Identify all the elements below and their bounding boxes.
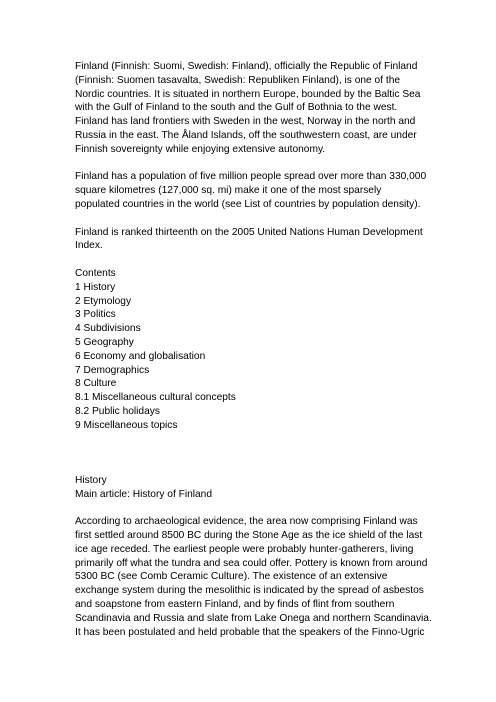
text-line: Index. — [75, 240, 103, 252]
contents-item: 8 Culture — [75, 378, 117, 390]
text-line: According to archaeological evidence, the area now comprising Finland was — [75, 516, 418, 528]
text-line: It has been postulated and held probable that the speakers of the Finno-Ugric — [75, 626, 425, 638]
paragraph-gap — [75, 253, 435, 267]
contents-item: 8.1 Miscellaneous cultural concepts — [75, 392, 236, 404]
contents-item: 6 Economy and globalisation — [75, 350, 206, 362]
text-line: Finnish sovereignty while enjoying extensive autonomy. — [75, 143, 326, 155]
history-section — [75, 474, 435, 640]
text-line: Finland is ranked thirteenth on the 2005 United Nations Human Development — [75, 226, 423, 238]
population-paragraph — [75, 170, 435, 211]
text-line: ice age receded. The earliest people were probably hunter-gatherers, living — [75, 543, 414, 555]
text-line: primarily off what the tundra and sea could offer. Pottery is known from around — [75, 557, 428, 569]
text-line: (Finnish: Suomen tasavalta, Swedish: Republiken Finland), is one of the — [75, 74, 401, 86]
text-line: Finland (Finnish: Suomi, Swedish: Finland), officially the Republic of Finland — [75, 61, 418, 72]
paragraph-gap — [75, 502, 435, 516]
text-line: Finland has a population of five million people spread over more than 330,000 — [75, 171, 427, 183]
text-line: Nordic countries. It is situated in northern Europe, bounded by the Baltic Sea — [75, 88, 421, 100]
text-line: 5300 BC (see Comb Ceramic Culture). The existence of an extensive — [75, 571, 388, 583]
text-line: exchange system during the mesolithic is indicated by the spread of asbestos — [75, 585, 424, 597]
contents-item: 9 Miscellaneous topics — [75, 419, 178, 431]
contents-item: 5 Geography — [75, 336, 134, 348]
intro-paragraph — [75, 60, 435, 157]
text-line: and soapstone from eastern Finland, and by finds of flint from southern — [75, 599, 395, 611]
paragraph-gap — [75, 157, 435, 171]
contents-item: 2 Etymology — [75, 295, 132, 307]
text-line: populated countries in the world (see List of countries by population density). — [75, 198, 421, 210]
hdi-paragraph — [75, 226, 435, 254]
section-gap — [75, 433, 435, 461]
section-heading: History — [75, 474, 107, 486]
document-page — [75, 60, 435, 639]
text-line: with the Gulf of Finland to the south and the Gulf of Bothnia to the west. — [75, 102, 398, 114]
main-article-note: Main article: History of Finland — [75, 488, 213, 500]
text-line: Scandinavia and Russia and slate from Lake Onega and northern Scandinavia. — [75, 612, 432, 624]
contents-list — [75, 267, 435, 433]
paragraph-gap — [75, 212, 435, 226]
section-gap — [75, 460, 435, 474]
contents-heading: Contents — [75, 267, 116, 279]
contents-item: 4 Subdivisions — [75, 323, 141, 335]
contents-item: 3 Politics — [75, 309, 116, 321]
text-line: square kilometres (127,000 sq. mi) make it one of the most sparsely — [75, 185, 382, 197]
text-line: Russia in the east. The Åland Islands, off the southwestern coast, are under — [75, 129, 417, 141]
contents-item: 8.2 Public holidays — [75, 405, 160, 417]
text-line: first settled around 8500 BC during the Stone Age as the ice shield of the last — [75, 530, 423, 542]
contents-item: 7 Demographics — [75, 364, 150, 376]
contents-item: 1 History — [75, 281, 116, 293]
text-line: Finland has land frontiers with Sweden in the west, Norway in the north and — [75, 116, 416, 128]
